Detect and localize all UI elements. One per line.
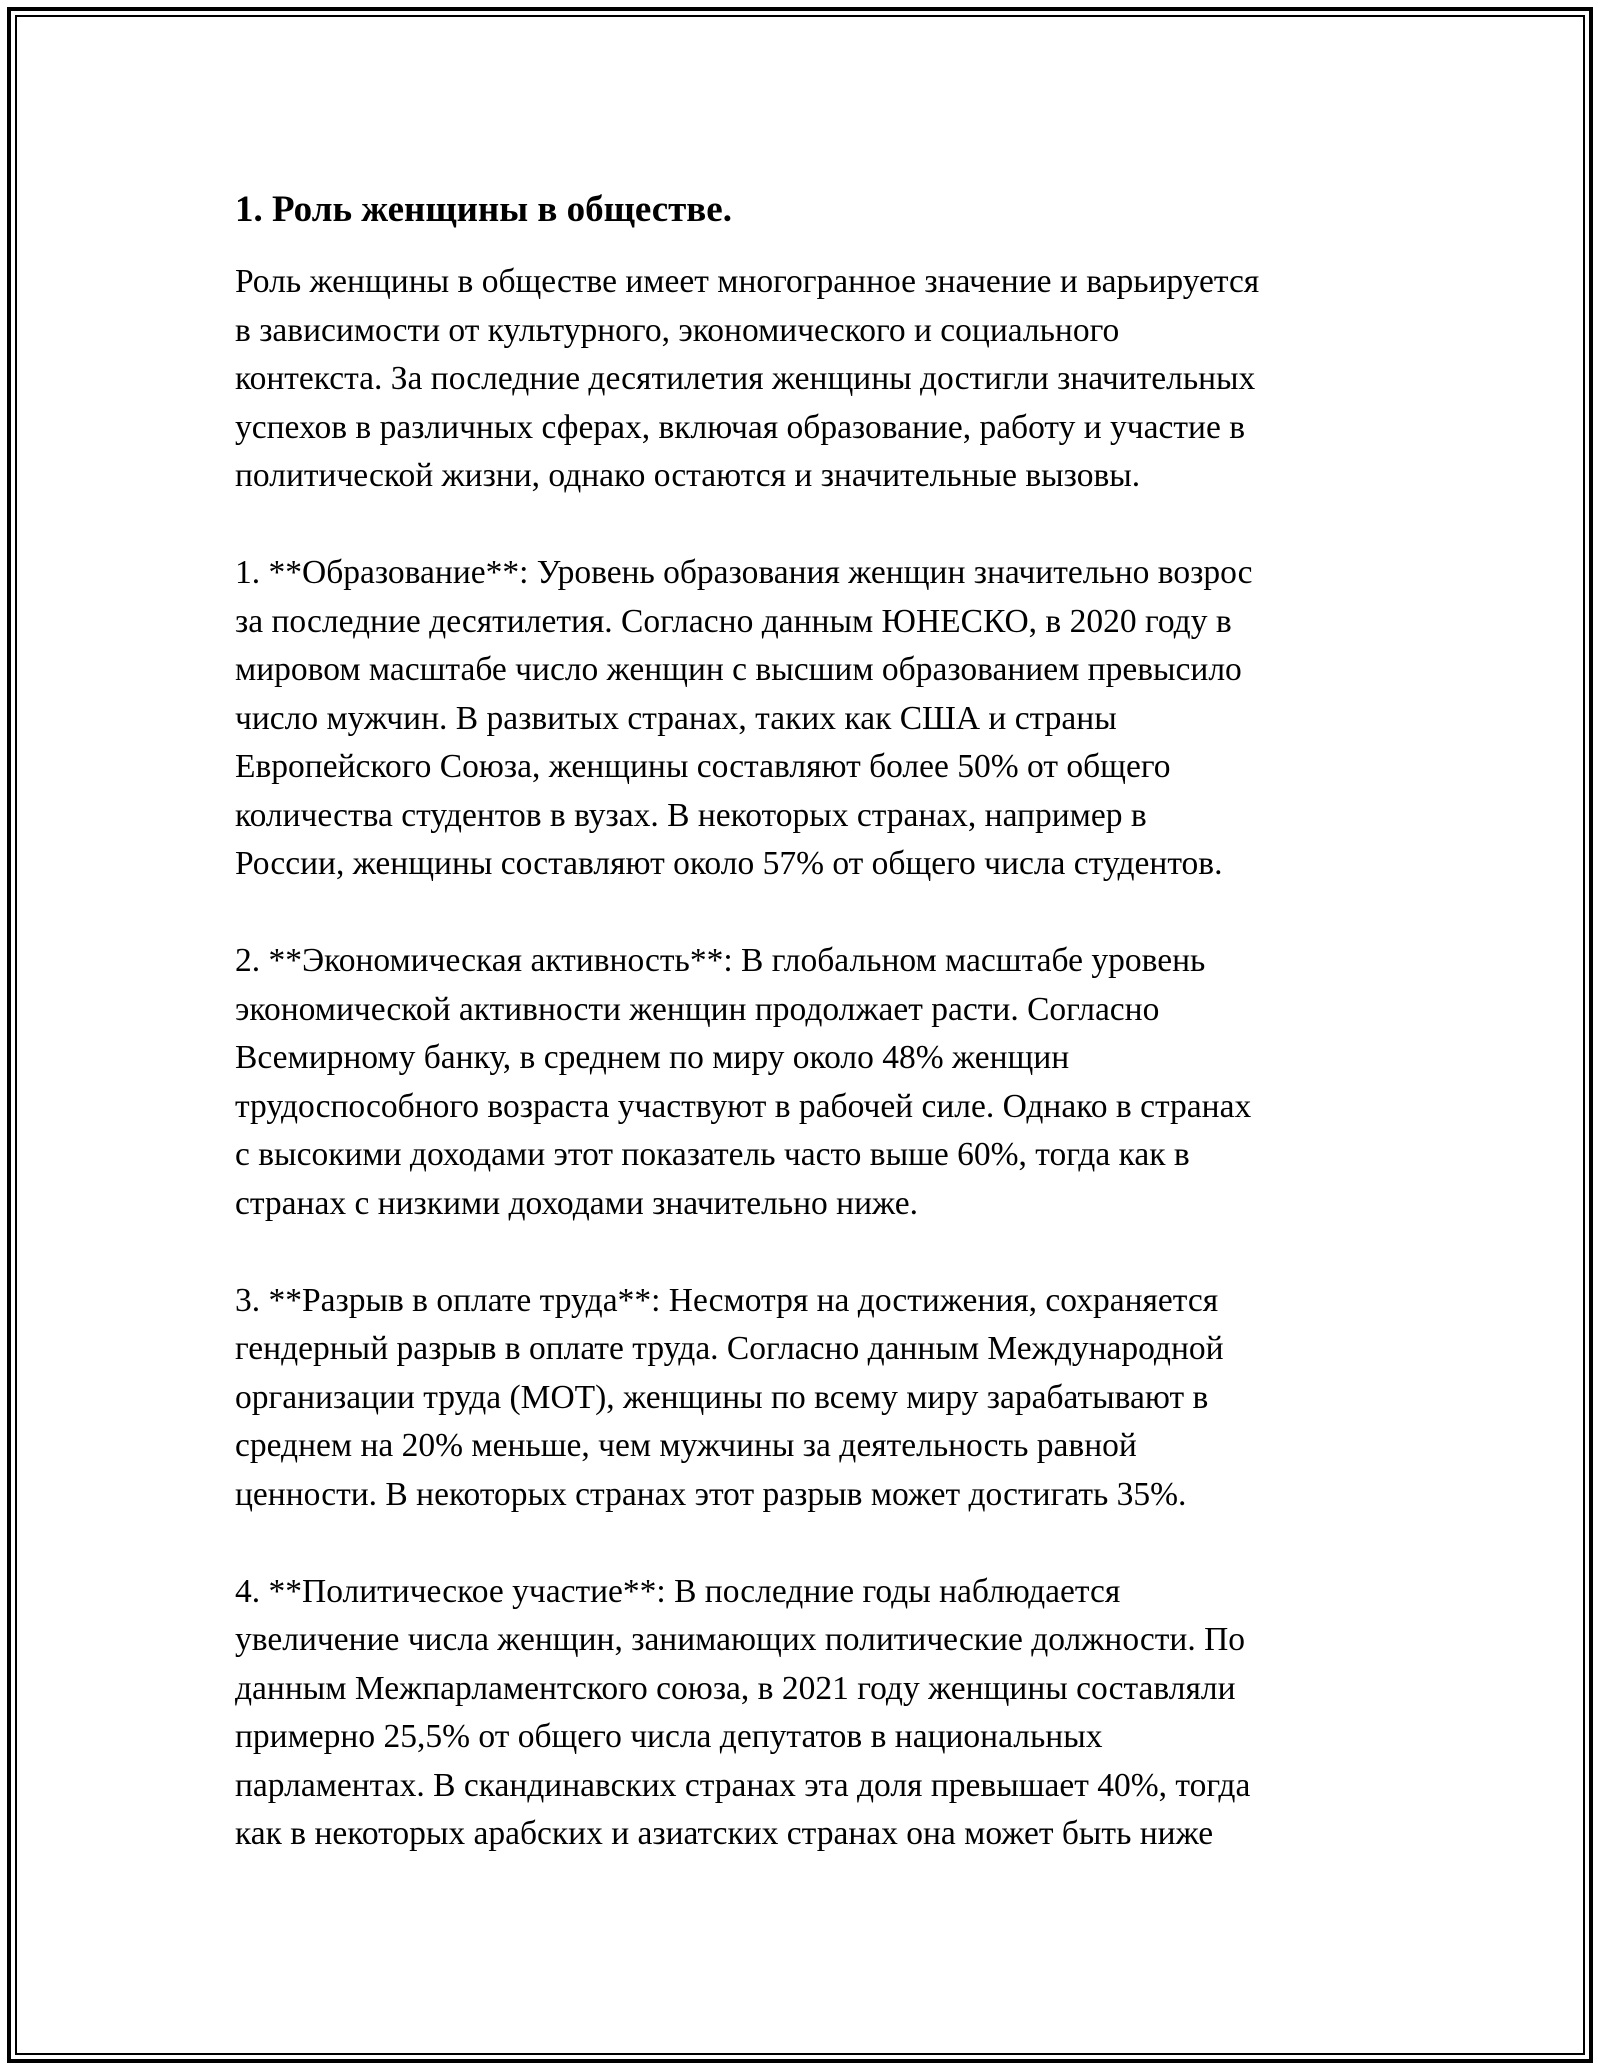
paragraph-pay-gap: 3. **Разрыв в оплате труда**: Несмотря на достижения, сохраняется гендерный разрыв в оплате труда. Согласно данным Международной организации труда (МОТ), женщины по всему миру зарабатывают в среднем на 20% меньше, чем мужчины за деятельность равной ценности. В некоторых странах этот разрыв может достигать 35%. (235, 1281, 1224, 1513)
paragraph-political-participation: 4. **Политическое участие**: В последние годы наблюдается увеличение числа женщин, занимающих политические должности. По данным Межпарламентского союза, в 2021 году женщины составляли примерно 25,5% от общего числа депутатов в национальных парламентах. В скандинавских странах эта доля превышает 40%, тогда как в некоторых арабских и азиатских странах она может быть ниже (235, 1572, 1251, 1852)
document-page (235, 180, 1400, 1859)
paragraph-economic-activity: 2. **Экономическая активность**: В глобальном масштабе уровень экономической активности женщин продолжает расти. Согласно Всемирному банку, в среднем по миру около 48% женщин трудоспособного возраста участвуют в рабочей силе. Однако в странах с высокими доходами этот показатель часто выше 60%, тогда как в странах с низкими доходами значительно ниже. (235, 942, 1252, 1222)
paragraph-intro: Роль женщины в обществе имеет многогранное значение и варьируется в зависимости от культурного, экономического и социального контекста. За последние десятилетия женщины достигли значительных успехов в различных сферах, включая образование, работу и участие в политической жизни, однако остаются и значительные вызовы. (235, 263, 1260, 494)
paragraph-education: 1. **Образование**: Уровень образования женщин значительно возрос за последние десятилетия. Согласно данным ЮНЕСКО, в 2020 году в мировом масштабе число женщин с высшим образованием превысило число мужчин. В развитых странах, таких как США и страны Европейского Союза, женщины составляют более 50% от общего количества студентов в вузах. В некоторых странах, например в России, женщины составляют около 57% от общего числа студентов. (235, 554, 1253, 882)
section-heading: 1. Роль женщины в обществе. (235, 189, 732, 230)
